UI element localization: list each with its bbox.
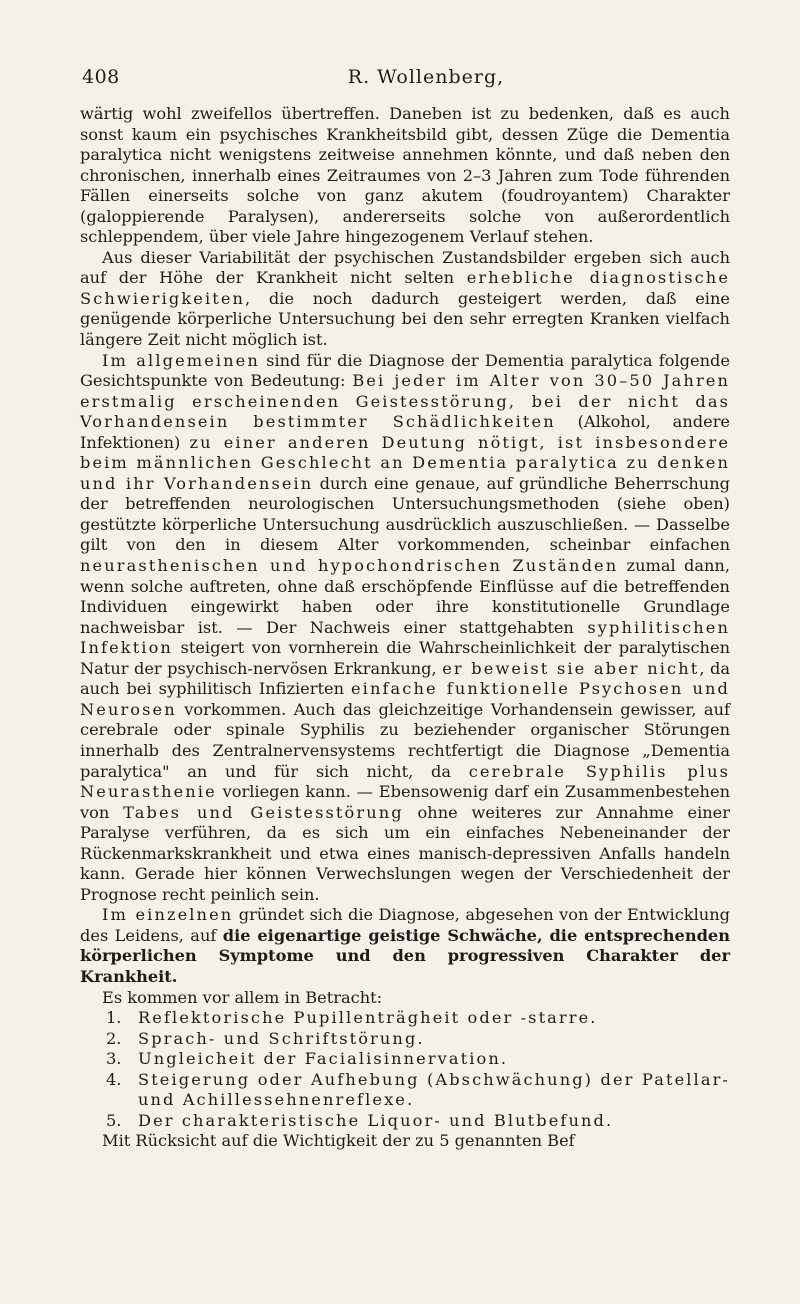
list-number: 5. bbox=[106, 1110, 122, 1130]
paragraph-1: wärtig wohl zweifellos übertreffen. Daneben ist zu bedenken, daß es auch sonst kaum ein psychisches Krankheitsbild gibt, dessen Züge die Dementia paralytica nicht wenigstens zeitweise annehmen könnte, und daß neben den chronischen, innerhalb eines Zeitraumes von 2–3 Jahren zum Tode führenden Fällen einerseits solche von ganz akutem (foudroyantem) Charakter (galoppierende Paralysen), andererseits solche von außerordentlich schleppendem, über viele Jahre hingezogenem Verlauf stehen. bbox=[80, 104, 730, 247]
spaced-emphasis: einfache funktionelle Psychosen und Neurosen bbox=[80, 679, 730, 719]
text-run: steigert von vornherein die Wahrscheinlichkeit der paralytischen Natur der psychisch-nervösen Erkrankung, bbox=[80, 638, 730, 678]
text-run: sind für die Diagnose der Dementia paralytica folgende Gesichtspunkte von Bedeutung: bbox=[80, 350, 730, 391]
list-number: 3. bbox=[106, 1049, 122, 1069]
body-text bbox=[80, 104, 730, 1152]
running-head: R. Wollenberg, bbox=[347, 66, 505, 88]
spaced-emphasis: zu einer anderen Deutung nötigt, ist insbesondere beim männlichen Geschlecht an Dementia paralytica zu denken und ihr Vorhandensein bbox=[80, 432, 730, 493]
bold-emphasis: die eigenartige geistige Schwäche, die entsprechenden körperlichen Symptome und den progressiven Charakter der Krankheit. bbox=[80, 925, 730, 986]
text-run: gründet sich die Diagnose, abgesehen von der Entwicklung des Leidens, auf bbox=[80, 905, 731, 945]
list-item bbox=[80, 1049, 730, 1070]
text-run: (Alkohol, andere Infektionen) bbox=[80, 412, 731, 452]
list-item bbox=[80, 1029, 730, 1050]
text-run: Aus dieser Variabilität der psychischen Zustandsbilder ergeben sich auch auf der Höhe der Krankheit nicht selten bbox=[80, 247, 730, 288]
list-number: 2. bbox=[106, 1028, 122, 1048]
page-number: 408 bbox=[82, 66, 120, 88]
spaced-emphasis: syphilitischen Infektion bbox=[80, 617, 730, 658]
spaced-emphasis: erhebliche diagnostische Schwierigkeiten bbox=[80, 268, 730, 308]
paragraph-4 bbox=[80, 905, 730, 987]
text-run: , da auch bei syphilitisch Infizierten bbox=[80, 658, 730, 699]
list-text: Der charakteristische Liquor- und Blutbefund. bbox=[138, 1110, 614, 1130]
text-run: ohne weiteres zur Annahme einer Paralyse verführen, da es sich um ein einfaches Nebeneinander der Rückenmarkskrankheit und etwa eines manisch-depressiven Anfalls handeln kann. Gerade hier können Verwechslungen wegen der Verschiedenheit der Prognose recht peinlich sein. bbox=[80, 802, 731, 904]
paragraph-3 bbox=[80, 351, 730, 906]
list-number: 4. bbox=[106, 1069, 122, 1089]
list-text: Sprach- und Schriftstörung. bbox=[138, 1028, 425, 1048]
list-item bbox=[80, 1008, 730, 1029]
spaced-emphasis: Im allgemeinen bbox=[102, 350, 260, 370]
spaced-emphasis: Im einzelnen bbox=[102, 905, 234, 925]
spaced-emphasis: neurasthenischen und hypochondrischen Zuständen bbox=[80, 556, 619, 576]
paragraph-2 bbox=[80, 248, 730, 351]
text-run: durch eine genaue, auf gründliche Beherrschung der betreffenden neurologischen Untersuchungsmethoden (siehe oben) gestützte körperliche Untersuchung ausdrücklich auszuschließen. — Dasselbe gilt von den in diesem Alter vorkommenden, scheinbar einfachen bbox=[80, 473, 730, 555]
page-header bbox=[82, 66, 730, 90]
spaced-emphasis: Tabes und Geistesstörung bbox=[123, 802, 404, 822]
list-text: Ungleicheit der Facialisinnervation. bbox=[138, 1049, 509, 1069]
text-run: zumal dann, wenn solche auftreten, ohne daß erschöpfende Einflüsse auf die betreffenden Individuen eingewirkt haben oder ihre konstitutionelle Grundlage nachweisbar ist. — Der Nachweis einer stattgehabten bbox=[80, 556, 730, 637]
spaced-emphasis: er beweist sie aber nicht bbox=[442, 658, 700, 678]
text-run: vorkommen. Auch das gleichzeitige Vorhandensein gewisser, auf cerebrale oder spinale Syphilis zu beziehender organischer Störungen innerhalb des Zentralnervensystems rechtfertigt die Diagnose „Dementia paralytica" an und für sich nicht, da bbox=[80, 699, 730, 781]
list-text: Reflektorische Pupillenträgheit oder -starre. bbox=[138, 1008, 598, 1028]
criteria-list bbox=[80, 1008, 730, 1131]
list-text: Steigerung oder Aufhebung (Abschwächung) der Patellar- und Achillessehnenreflexe. bbox=[138, 1069, 730, 1110]
list-number: 1. bbox=[106, 1008, 122, 1028]
closing-line: Mit Rücksicht auf die Wichtigkeit der zu 5 genannten Bef bbox=[102, 1131, 575, 1151]
text-run: , die noch dadurch gesteigert werden, daß eine genügende körperliche Untersuchung bei den sehr erregten Kranken vielfach längere Zeit nicht möglich ist. bbox=[80, 288, 730, 350]
list-item bbox=[80, 1070, 730, 1111]
spaced-emphasis: Bei jeder im Alter von 30–50 Jahren erstmalig erscheinenden Geistesstörung, bei der nicht das Vorhandensein bestimmter Schädlichkeiten bbox=[80, 371, 730, 432]
list-intro: Es kommen vor allem in Betracht: bbox=[102, 987, 383, 1007]
list-item bbox=[80, 1111, 730, 1132]
text-run: vorliegen kann. — Ebensowenig darf ein Zusammenbestehen von bbox=[80, 782, 730, 822]
spaced-emphasis: cerebrale Syphilis plus Neurasthenie bbox=[80, 761, 731, 802]
